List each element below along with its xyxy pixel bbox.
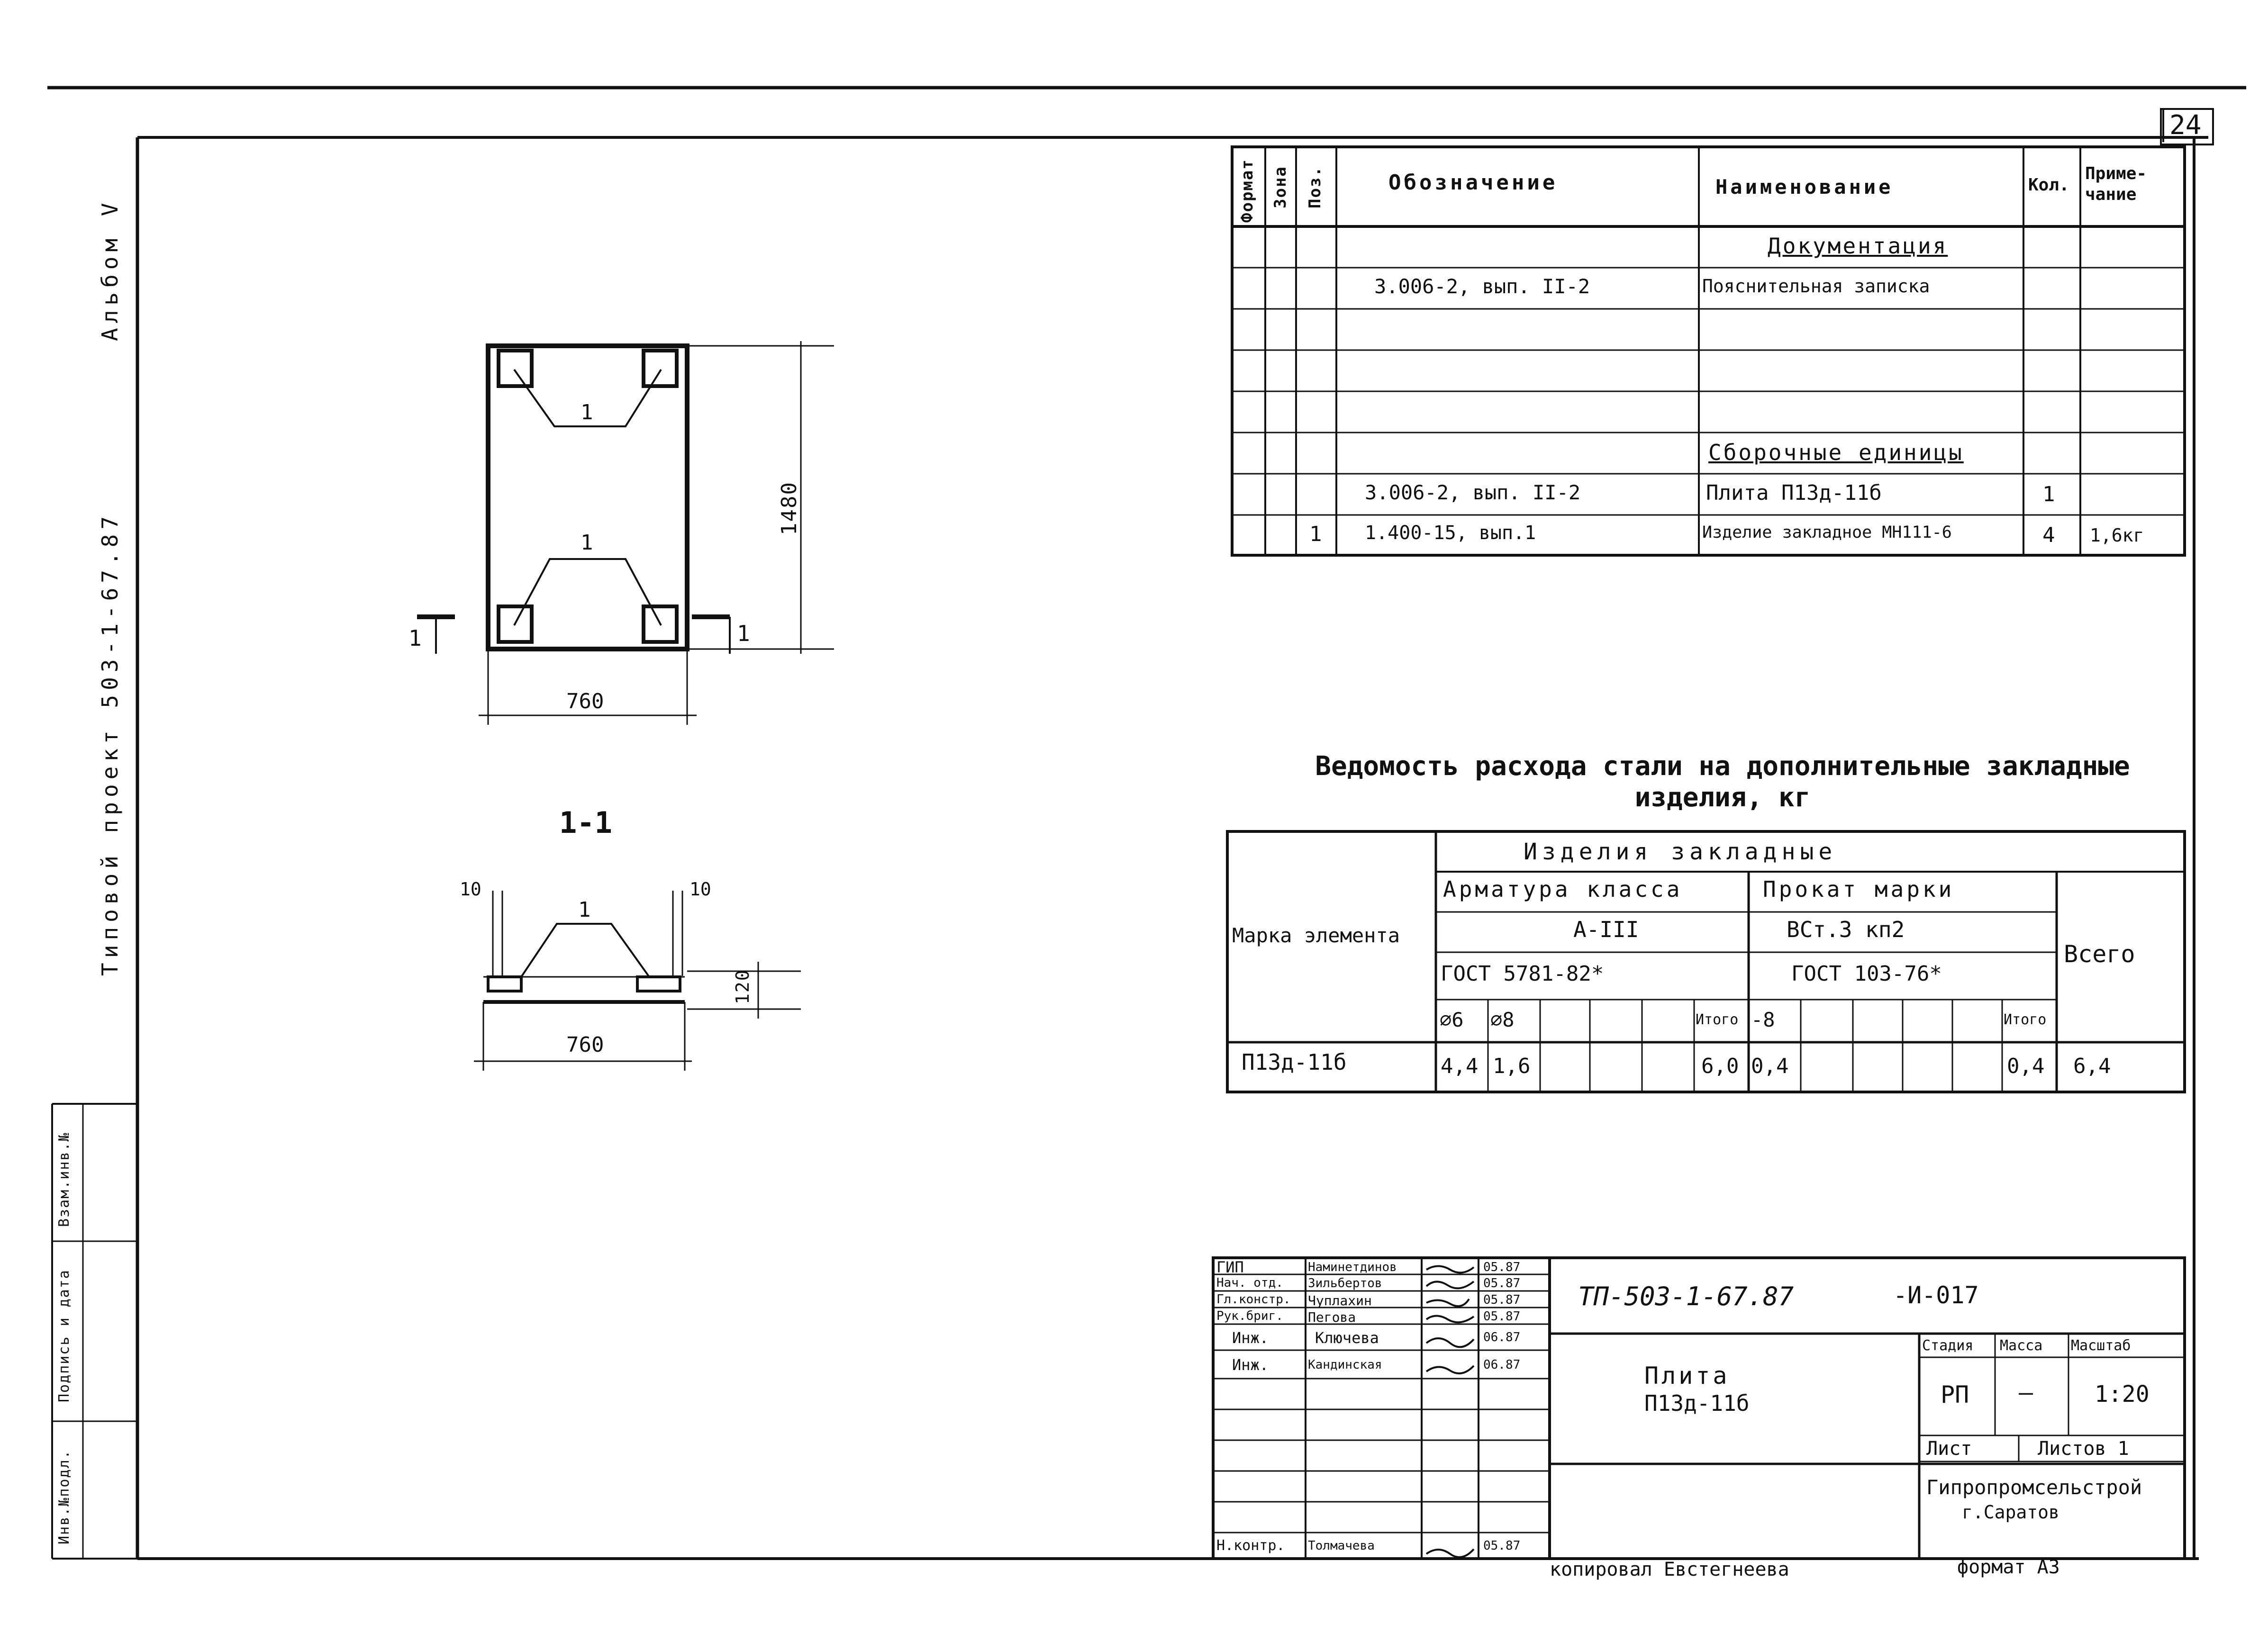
spec-qty: 4 — [2042, 523, 2055, 547]
staff-name: Толмачева — [1308, 1539, 1375, 1553]
spec-pos: 1 — [1309, 522, 1322, 546]
staff-name: Наминетдинов — [1308, 1260, 1397, 1274]
staff-name: Пегова — [1308, 1309, 1356, 1325]
stage-label: Стадия — [1922, 1337, 1974, 1354]
steel-armature-gost: ГОСТ 5781-82* — [1441, 962, 1604, 986]
steel-row-s8: 0,4 — [1751, 1054, 1789, 1078]
spec-header-format: Формат — [1238, 159, 1257, 223]
section-title: 1-1 — [559, 805, 612, 840]
steel-row-d8: 1,6 — [1493, 1054, 1531, 1078]
steel-row-mark: П13д-11б — [1242, 1049, 1347, 1075]
pos-label-section: 1 — [578, 898, 591, 922]
staff-role: Инж. — [1232, 1329, 1269, 1347]
item-title-1: Плита — [1644, 1362, 1730, 1389]
section-mark-left: 1 — [408, 625, 422, 651]
mass-label: Масса — [2000, 1337, 2043, 1354]
spec-header-zone: Зона — [1271, 166, 1290, 208]
spec-note: 1,6кг — [2090, 525, 2144, 546]
staff-role: Нач. отд. — [1216, 1276, 1283, 1290]
spec-name: Пояснительная записка — [1702, 276, 1930, 297]
steel-rolled-label: Прокат марки — [1763, 876, 1955, 902]
stamp-field-inv: Инв.№подл. — [56, 1449, 73, 1544]
dim-edge-right: 10 — [689, 879, 711, 900]
album-label: Альбом V — [97, 198, 123, 341]
steel-row-d6: 4,4 — [1441, 1054, 1479, 1078]
scale-value: 1:20 — [2095, 1381, 2150, 1407]
spec-header-note: Приме-чание — [2085, 164, 2147, 204]
steel-col-element: Марка элемента — [1232, 924, 1400, 947]
copied-by: копировал Евстегнеева — [1550, 1559, 1789, 1580]
steel-armature-label: Арматура класса — [1443, 876, 1683, 902]
dim-height: 1480 — [777, 481, 801, 535]
staff-date: 05.87 — [1483, 1293, 1521, 1307]
staff-date: 06.87 — [1483, 1330, 1521, 1344]
staff-name: Ключева — [1315, 1329, 1379, 1347]
steel-sub-roll-total: Итого — [2004, 1011, 2047, 1028]
org-name: Гипропромсельстрой — [1926, 1476, 2142, 1499]
staff-date: 05.87 — [1483, 1539, 1521, 1553]
spec-header-qty: Кол. — [2028, 175, 2069, 195]
steel-row-grand: 6,4 — [2073, 1054, 2111, 1078]
project-label: Типовой проект 503-1-67.87 — [97, 511, 123, 976]
staff-name: Чуплахин — [1308, 1293, 1372, 1308]
doc-suffix: -И-017 — [1893, 1281, 1979, 1309]
stamp-field-sign: Подпись и дата — [56, 1269, 73, 1402]
spec-header-name: Наименование — [1715, 175, 1894, 198]
staff-date: 05.87 — [1483, 1276, 1521, 1290]
spec-designation: 1.400-15, вып.1 — [1365, 522, 1536, 544]
steel-rolled-gost: ГОСТ 103-76* — [1791, 962, 1942, 986]
spec-designation: 3.006-2, вып. II-2 — [1374, 275, 1590, 298]
sheet-number: 24 — [2169, 110, 2202, 141]
item-title-2: П13д-11б — [1644, 1390, 1750, 1416]
stamp-field-replace: Взам.инв.№ — [56, 1132, 73, 1227]
spec-name: Изделие закладное МН111-6 — [1702, 523, 1952, 542]
steel-col-total: Всего — [2064, 940, 2135, 968]
staff-role: ГИП — [1216, 1258, 1244, 1276]
staff-date: 06.87 — [1483, 1358, 1521, 1372]
doc-code: ТП-503-1-67.87 — [1578, 1281, 1794, 1311]
steel-col-group: Изделия закладные — [1524, 839, 1837, 865]
section-mark-right: 1 — [737, 621, 750, 646]
pos-label-bottom: 1 — [581, 531, 593, 555]
staff-name: Зильбертов — [1308, 1276, 1382, 1290]
spec-designation: 3.006-2, вып. II-2 — [1365, 481, 1581, 504]
dim-section-width: 760 — [566, 1033, 604, 1057]
steel-sub-d8: ⌀8 — [1490, 1008, 1515, 1031]
staff-date: 05.87 — [1483, 1309, 1521, 1324]
pos-label-top: 1 — [581, 400, 593, 424]
spec-name: Плита П13д-11б — [1706, 481, 1882, 505]
dim-width: 760 — [566, 689, 604, 713]
spec-header-pos: Поз. — [1306, 166, 1325, 208]
steel-row-arm-total: 6,0 — [1701, 1054, 1739, 1078]
staff-role: Инж. — [1232, 1356, 1269, 1374]
steel-rolled-class: ВСт.3 кп2 — [1787, 917, 1905, 942]
steel-sub-d6: ⌀6 — [1440, 1008, 1464, 1031]
staff-role: Гл.констр. — [1216, 1292, 1291, 1307]
spec-qty: 1 — [2042, 482, 2055, 506]
stage-value: РП — [1941, 1381, 1969, 1408]
steel-sub-arm-total: Итого — [1696, 1011, 1739, 1028]
steel-armature-class: А-III — [1573, 917, 1639, 942]
steel-table-title: Ведомость расхода стали на дополнительные закладные изделия, кг — [1315, 751, 2130, 813]
spec-name: Документация — [1768, 233, 1948, 259]
dim-thickness: 120 — [732, 969, 753, 1004]
mass-value: — — [2019, 1379, 2033, 1406]
sheets-label: Листов 1 — [2038, 1438, 2129, 1460]
steel-sub-s8: -8 — [1751, 1008, 1775, 1031]
sheet-label: Лист — [1926, 1438, 1972, 1460]
sheet-format: формат А3 — [1957, 1556, 2060, 1578]
staff-date: 05.87 — [1483, 1260, 1521, 1274]
staff-name: Кандинская — [1308, 1358, 1382, 1372]
scale-label: Масштаб — [2071, 1337, 2131, 1354]
spec-header-designation: Обозначение — [1388, 171, 1558, 195]
dim-edge-left: 10 — [460, 879, 481, 900]
spec-name: Сборочные единицы — [1708, 440, 1964, 465]
steel-row-roll-total: 0,4 — [2007, 1054, 2045, 1078]
org-city: г.Саратов — [1962, 1502, 2059, 1523]
staff-role: Н.контр. — [1216, 1537, 1285, 1554]
staff-role: Рук.бриг. — [1216, 1309, 1283, 1323]
